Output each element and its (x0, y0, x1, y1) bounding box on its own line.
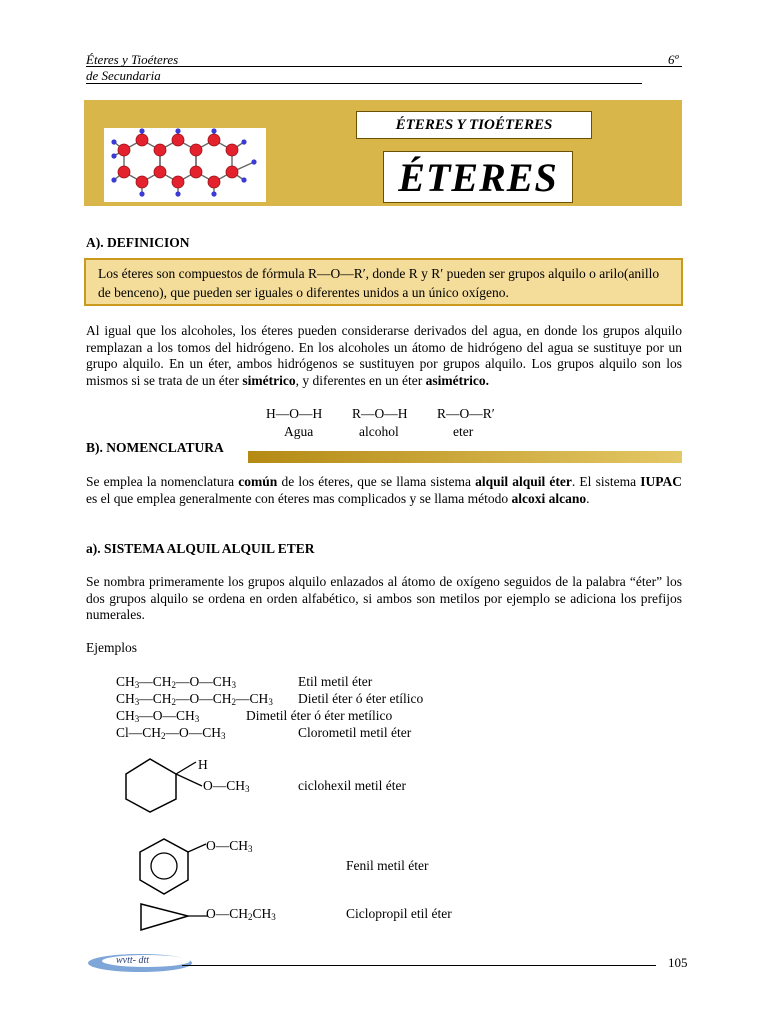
anthracene-molecule-icon (104, 128, 266, 202)
para-bold-symmetric: simétrico (242, 372, 296, 388)
examples-label: Ejemplos (86, 640, 137, 655)
phenyl-substituent-text: O—CH (206, 838, 249, 853)
nom-text-3: . El sistema (571, 474, 641, 489)
header-grade: 6º (668, 52, 679, 67)
section-ba-paragraph: Se nombra primeramente los grupos alquilo enlazados al átomo de oxígeno seguidos de la palabra “éter” los dos grupos alquilo se ordena en orden alfabético, si ambos son metilos por ejemplo se adiciona los prefijos numerales. (86, 574, 682, 622)
para-text-1: Al igual que los alcoholes, los éteres pueden considerarse derivados del agua, en donde los grupos alquilo remplazan a los tomos del hidrógeno. En los alcoholes un átomo de hidrógeno del agua se sustituye por un grupo alquilo. En un éter, ambos hidrógenos se sustituyen por grupos alquilo. Los grupos alquilo son los mismos si se trata de un éter (86, 323, 682, 388)
cyclohexyl-substituent-sub: 3 (245, 784, 250, 794)
cyclopropane-ring-icon (138, 902, 212, 932)
cyclohexyl-name: ciclohexil metil éter (298, 778, 406, 793)
footer-rule (182, 965, 656, 966)
footer-logo-text: wvtt- dtt (116, 955, 150, 966)
cyclopropyl-substituent-text: O—CH (206, 906, 249, 921)
formula-ether: R—O—R′ (437, 406, 495, 421)
definition-text: Los éteres son compuestos de fórmula R—O—R′, donde R y R′ pueden ser grupos alquilo o arilo(anillo de benceno), que pueden ser iguales o diferentes unidos a un único oxígeno. (98, 266, 660, 300)
nom-text-2: de los éteres, que se llama sistema (277, 474, 476, 489)
header-rule-1 (86, 66, 682, 67)
example-name-1: Etil metil éter (298, 674, 373, 689)
nom-bold-alquil: alquil alquil éter (475, 474, 572, 489)
example-formula-1: $CH_3—CH_2—O—CH_3$ (116, 674, 237, 690)
definition-box (84, 258, 683, 306)
formula-water: H—O—H (266, 406, 323, 421)
phenyl-name: Fenil metil éter (346, 858, 429, 873)
header-rule-2 (86, 83, 642, 84)
nom-text-1: Se emplea la nomenclatura (86, 474, 239, 489)
nom-bold-iupac: IUPAC (640, 474, 682, 489)
nom-text-4: es el que emplea generalmente con éteres mas complicados y se llama método (86, 490, 512, 506)
section-b-bar (248, 451, 682, 463)
para-text-2: , y diferentes en un éter (295, 372, 426, 388)
cyclopropyl-substituent-tail: CH (252, 906, 272, 921)
phenyl-substituent-sub: 3 (248, 844, 253, 854)
banner-small-title: ÉTERES Y TIOÉTERES (356, 111, 592, 139)
page-number: 105 (668, 955, 688, 970)
cyclohexyl-h-label: H (198, 757, 208, 772)
cyclopropyl-substituent (206, 906, 276, 922)
footer-logo (86, 950, 194, 974)
cyclopropyl-substituent-sub-2: 3 (271, 912, 276, 922)
section-a-paragraph (86, 323, 682, 389)
cyclohexyl-substituent (203, 778, 250, 794)
label-ether: eter (453, 424, 474, 439)
section-ba-heading: a). SISTEMA ALQUIL ALQUIL ETER (86, 541, 315, 556)
example-formula-3: $CH_3—O—CH_3$ (116, 708, 200, 724)
example-formula-2: $CH_3—CH_2—O—CH_2—CH_3$ (116, 691, 273, 707)
nom-text-5: . (586, 490, 590, 506)
benzene-ring-icon (136, 836, 210, 898)
label-alcohol: alcohol (359, 424, 399, 439)
para-bold-asymmetric: asimétrico. (425, 372, 490, 388)
nom-bold-comun: común (238, 474, 278, 489)
cyclopropyl-name: Ciclopropil etil éter (346, 906, 452, 921)
formula-alcohol: R—O—H (352, 406, 408, 421)
header-subtitle: de Secundaria (86, 68, 161, 83)
nom-bold-alcoxi: alcoxi alcano (511, 490, 587, 506)
section-a-heading: A). DEFINICION (86, 235, 190, 250)
cyclopropyl-substituent-sub: 2 (248, 912, 253, 922)
example-name-2: Dietil éter ó éter etílico (298, 691, 424, 706)
example-formula-4: $Cl—CH_2—O—CH_3$ (116, 725, 226, 741)
section-b-heading: B). NOMENCLATURA (86, 440, 224, 455)
cyclohexyl-substituent-text: O—CH (203, 778, 246, 793)
example-name-3: Dimetil éter ó éter metílico (246, 708, 393, 723)
banner-big-title: ÉTERES (383, 151, 573, 203)
label-water: Agua (284, 424, 314, 439)
header-title: Éteres y Tioéteres (86, 52, 179, 67)
example-name-4: Clorometil metil éter (298, 725, 412, 740)
section-b-paragraph (86, 474, 682, 507)
phenyl-substituent (206, 838, 253, 854)
